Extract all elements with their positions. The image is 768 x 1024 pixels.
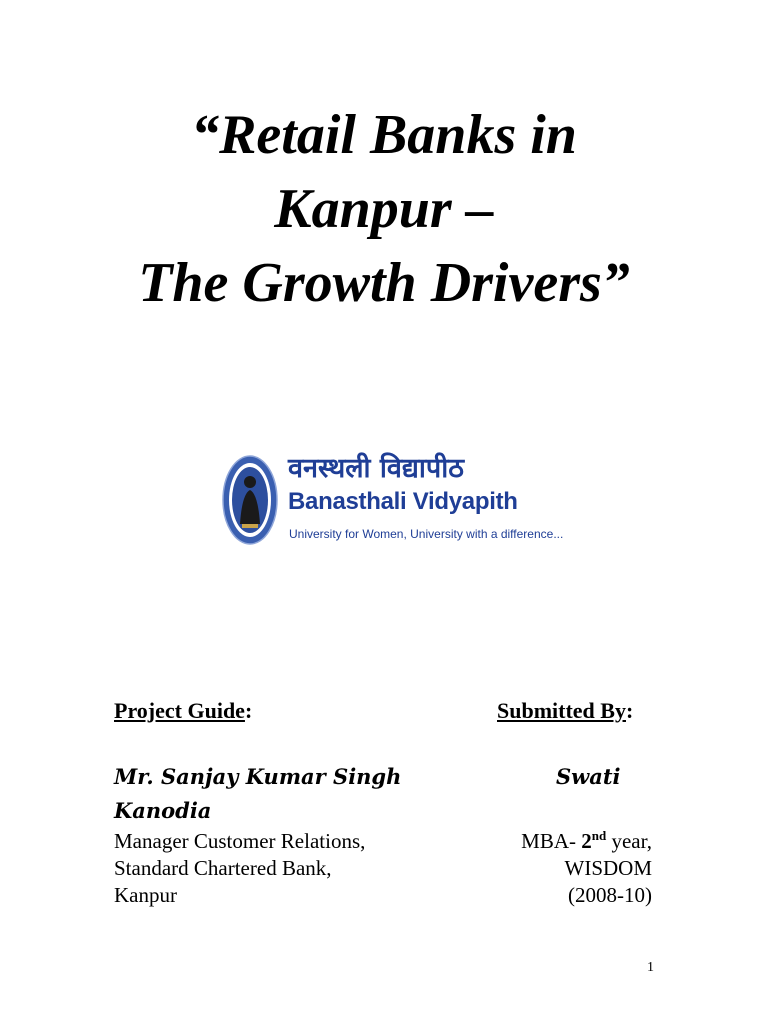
guide-city: Kanpur xyxy=(114,883,177,907)
university-logo xyxy=(222,452,564,548)
guide-designation: Manager Customer Relations, xyxy=(114,829,366,853)
title-line-1: “Retail Banks in xyxy=(191,104,577,166)
student-institute: WISDOM xyxy=(564,856,652,880)
guide-name-line-1: Mr. Sanjay Kumar Singh xyxy=(114,764,402,789)
logo-hindi-name: वनस्थली विद्यापीठ xyxy=(288,453,464,484)
submitted-by-label: Submitted By: xyxy=(497,698,634,723)
title-line-3: The Growth Drivers” xyxy=(138,252,630,314)
guide-organization: Standard Chartered Bank, xyxy=(114,856,332,880)
student-program: MBA- 2nd year, xyxy=(521,828,652,853)
university-seal-icon xyxy=(222,454,278,546)
guide-name-line-2: Kanodia xyxy=(114,798,212,823)
document-title xyxy=(0,98,768,320)
title-line-2: Kanpur – xyxy=(274,178,494,240)
guide-name xyxy=(114,760,414,828)
student-details xyxy=(521,828,652,909)
student-name: Swati xyxy=(556,764,621,789)
logo-tagline: University for Women, University with a difference... xyxy=(289,527,564,541)
project-guide-label: Project Guide: xyxy=(114,698,253,723)
logo-english-name: Banasthali Vidyapith xyxy=(288,488,518,515)
guide-details xyxy=(114,828,365,909)
student-session: (2008-10) xyxy=(568,883,652,907)
page-number: 1 xyxy=(647,960,654,975)
